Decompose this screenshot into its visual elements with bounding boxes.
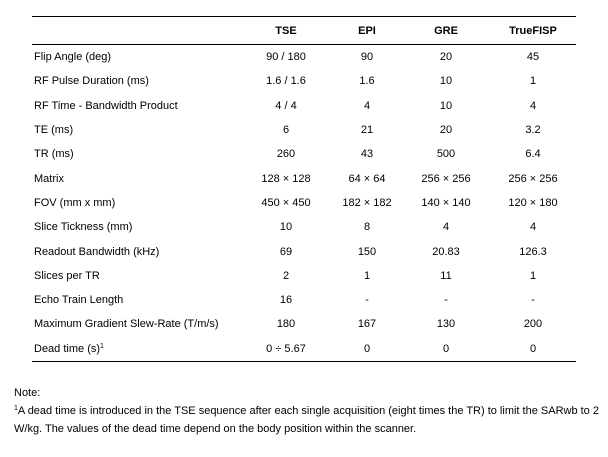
table-row	[32, 142, 576, 166]
table-note	[14, 384, 604, 438]
table-cell: -	[444, 294, 448, 307]
table-cell: 10	[439, 75, 453, 88]
table-cell: 256 × 256	[421, 172, 471, 185]
table-cell: 128 × 128	[261, 172, 311, 185]
parameters-table-container	[32, 16, 576, 362]
row-label-text: Dead time (s)	[34, 342, 101, 355]
table-cell: 4	[442, 221, 450, 234]
table-cell: 4	[529, 221, 537, 234]
row-label: Slices per TR	[34, 269, 100, 282]
table-cell: 120 × 180	[508, 196, 558, 209]
table-row	[32, 312, 576, 336]
table-row	[32, 215, 576, 239]
table-cell: 90	[360, 51, 374, 64]
row-label-with-footnote	[32, 337, 240, 362]
sequence-parameters-table	[32, 16, 576, 362]
table-cell: 4	[363, 99, 371, 112]
table-cell: 167	[357, 318, 377, 331]
table-cell: 0	[402, 337, 490, 362]
table-cell: 0	[332, 337, 402, 362]
row-label: Maximum Gradient Slew-Rate (T/m/s)	[34, 318, 219, 331]
table-cell: 6.4	[525, 148, 541, 161]
table-cell: 1	[529, 75, 537, 88]
table-cell: -	[365, 294, 369, 307]
note-footnote-marker: 1	[14, 405, 18, 412]
table-cell: 43	[360, 148, 374, 161]
table-row	[32, 118, 576, 142]
row-label: RF Pulse Duration (ms)	[34, 75, 149, 88]
row-label: Slice Tickness (mm)	[34, 221, 133, 234]
table-cell: 150	[357, 245, 377, 258]
header-cell-tse: TSE	[240, 17, 332, 45]
table-cell: 69	[279, 245, 293, 258]
header-cell-empty	[32, 17, 240, 45]
table-cell: 6	[282, 124, 290, 137]
table-cell: 130	[436, 318, 456, 331]
note-text-paragraph	[14, 402, 604, 438]
table-cell: 10	[439, 99, 453, 112]
table-cell: 4 / 4	[275, 99, 297, 112]
table-cell: 2	[282, 269, 290, 282]
table-cell: 1.6	[359, 75, 375, 88]
table-row	[32, 191, 576, 215]
row-label: TR (ms)	[34, 148, 74, 161]
table-cell: 140 × 140	[421, 196, 471, 209]
table-cell: 21	[360, 124, 374, 137]
table-cell: 20.83	[432, 245, 460, 258]
row-label: Matrix	[34, 172, 64, 185]
table-cell: 126.3	[519, 245, 547, 258]
table-row	[32, 69, 576, 93]
footnote-marker: 1	[100, 342, 104, 350]
table-cell: 0 ÷ 5.67	[240, 337, 332, 362]
table-cell: 45	[526, 51, 540, 64]
table-row	[32, 288, 576, 312]
table-row	[32, 264, 576, 288]
row-label: Flip Angle (deg)	[34, 51, 112, 64]
table-row	[32, 337, 576, 362]
table-row	[32, 166, 576, 190]
table-cell: 200	[523, 318, 543, 331]
table-cell: 8	[363, 221, 371, 234]
table-row	[32, 45, 576, 70]
table-row	[32, 239, 576, 263]
table-cell: -	[531, 294, 535, 307]
table-cell: 180	[276, 318, 296, 331]
table-cell: 90 / 180	[266, 51, 306, 64]
table-cell: 500	[436, 148, 456, 161]
table-cell: 11	[440, 269, 452, 282]
table-row	[32, 94, 576, 118]
row-label: Readout Bandwidth (kHz)	[34, 245, 160, 258]
row-label: RF Time - Bandwidth Product	[34, 99, 178, 112]
table-cell: 256 × 256	[508, 172, 558, 185]
table-cell: 4	[529, 99, 537, 112]
row-label: FOV (mm x mm)	[34, 196, 116, 209]
table-cell: 1	[363, 269, 371, 282]
row-label: TE (ms)	[34, 124, 74, 137]
table-cell: 10	[279, 221, 293, 234]
table-cell: 1	[529, 269, 537, 282]
table-cell: 182 × 182	[342, 196, 392, 209]
header-cell-gre: GRE	[402, 17, 490, 45]
table-cell: 1.6 / 1.6	[266, 75, 306, 88]
table-cell: 20	[439, 51, 453, 64]
header-cell-epi: EPI	[332, 17, 402, 45]
table-cell: 64 × 64	[348, 172, 386, 185]
table-header-row	[32, 17, 576, 45]
table-cell: 3.2	[525, 124, 541, 137]
note-text: A dead time is introduced in the TSE sequence after each single acquisition (eight times the TR) to limit the SARwb to 2 W/kg. The values of the dead time depend on the body position within the scanner.	[14, 405, 599, 435]
table-cell: 450 × 450	[261, 196, 311, 209]
table-cell: 20	[439, 124, 453, 137]
table-cell: 16	[279, 294, 293, 307]
table-cell: 0	[490, 337, 576, 362]
note-title: Note:	[14, 387, 41, 399]
header-cell-truefisp: TrueFISP	[490, 17, 576, 45]
row-label: Echo Train Length	[34, 294, 124, 307]
table-cell: 260	[276, 148, 296, 161]
